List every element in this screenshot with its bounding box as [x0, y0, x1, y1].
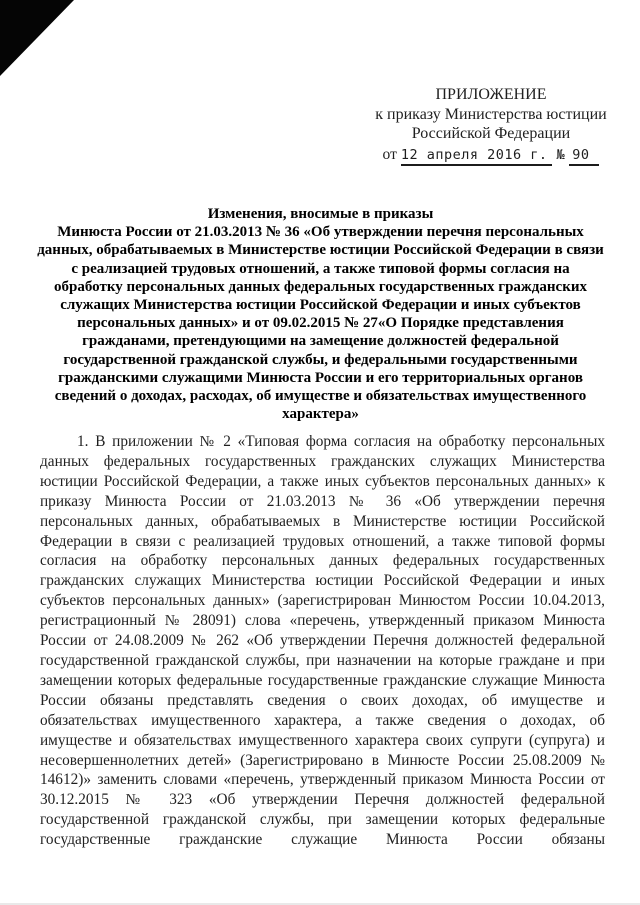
order-number-value: 90	[569, 147, 599, 166]
date-prefix: от	[382, 145, 397, 163]
appendix-title: ПРИЛОЖЕНИЕ	[435, 86, 547, 103]
page-corner-fold-icon	[0, 0, 74, 76]
number-sign: №	[556, 146, 566, 163]
document-title	[37, 205, 604, 423]
appendix-date-line	[370, 145, 612, 166]
appendix-authority-line: Российской Федерации	[411, 125, 571, 142]
document-title-rest: Минюста России от 21.03.2013 № 36 «Об утверждении перечня персональных данных, обрабатываемых в Министерстве юстиции Российской Федерации в связи с реализацией трудовых отношений, а также типовой формы согласия на обработку персональных данных федеральных государственных гражданских служащих Министерства юстиции Российской Федерации и иных субъектов персональных данных» и от 09.02.2015 № 27«О Порядке представления гражданами, претендующими на замещение должностей федеральной государственной гражданской службы, и федеральными государственными гражданскими служащими Минюста России и его территориальных органов сведений о доходах, расходах, об имуществе и обязательствах имущественного характера»	[37, 224, 604, 423]
appendix-order-line: к приказу Министерства юстиции	[375, 105, 607, 123]
body-paragraph: 1. В приложении № 2 «Типовая форма согласия на обработку персональных данных федеральных государственных гражданских служащих Министерства юстиции Российской Федерации, а также иных субъектов персональных данных» к приказу Минюста России от 21.03.2013 № 36 «Об утверждении перечня персональных данных, обрабатываемых в Министерстве юстиции Российской Федерации в связи с реализацией трудовых отношений, а также типовой формы согласия на обработку персональных данных федеральных государственных гражданских служащих Министерства юстиции Российской Федерации и иных субъектов персональных данных» (зарегистрирован Минюстом России 10.04.2013, регистрационный № 28091) слова «перечень, утвержденный приказом Минюста России от 24.08.2009 № 262 «Об утверждении Перечня должностей федеральной государственной гражданской службы, при назначении на которые граждане и при замещении которых федеральные государственные гражданские служащие Минюста России обязаны представлять сведения о своих доходах, об имуществе и обязательствах имущественного характера, а также сведения о доходах, об имуществе и обязательствах имущественного характера своих супруги (супруга) и несовершеннолетних детей» (Зарегистрировано в Минюсте России 25.08.2009 № 14612)» заменить словами «перечень, утвержденный приказом Минюста России от 30.12.2015 № 323 «Об утверждении Перечня должностей федеральной государственной гражданской службы, при замещении которых федеральные государственные гражданские служащие Минюста России обязаны	[40, 433, 605, 849]
order-date-value: 12 апреля 2016 г.	[401, 147, 552, 166]
document-title-first-line: Изменения, вносимые в приказы	[207, 206, 434, 222]
appendix-block	[370, 85, 612, 165]
